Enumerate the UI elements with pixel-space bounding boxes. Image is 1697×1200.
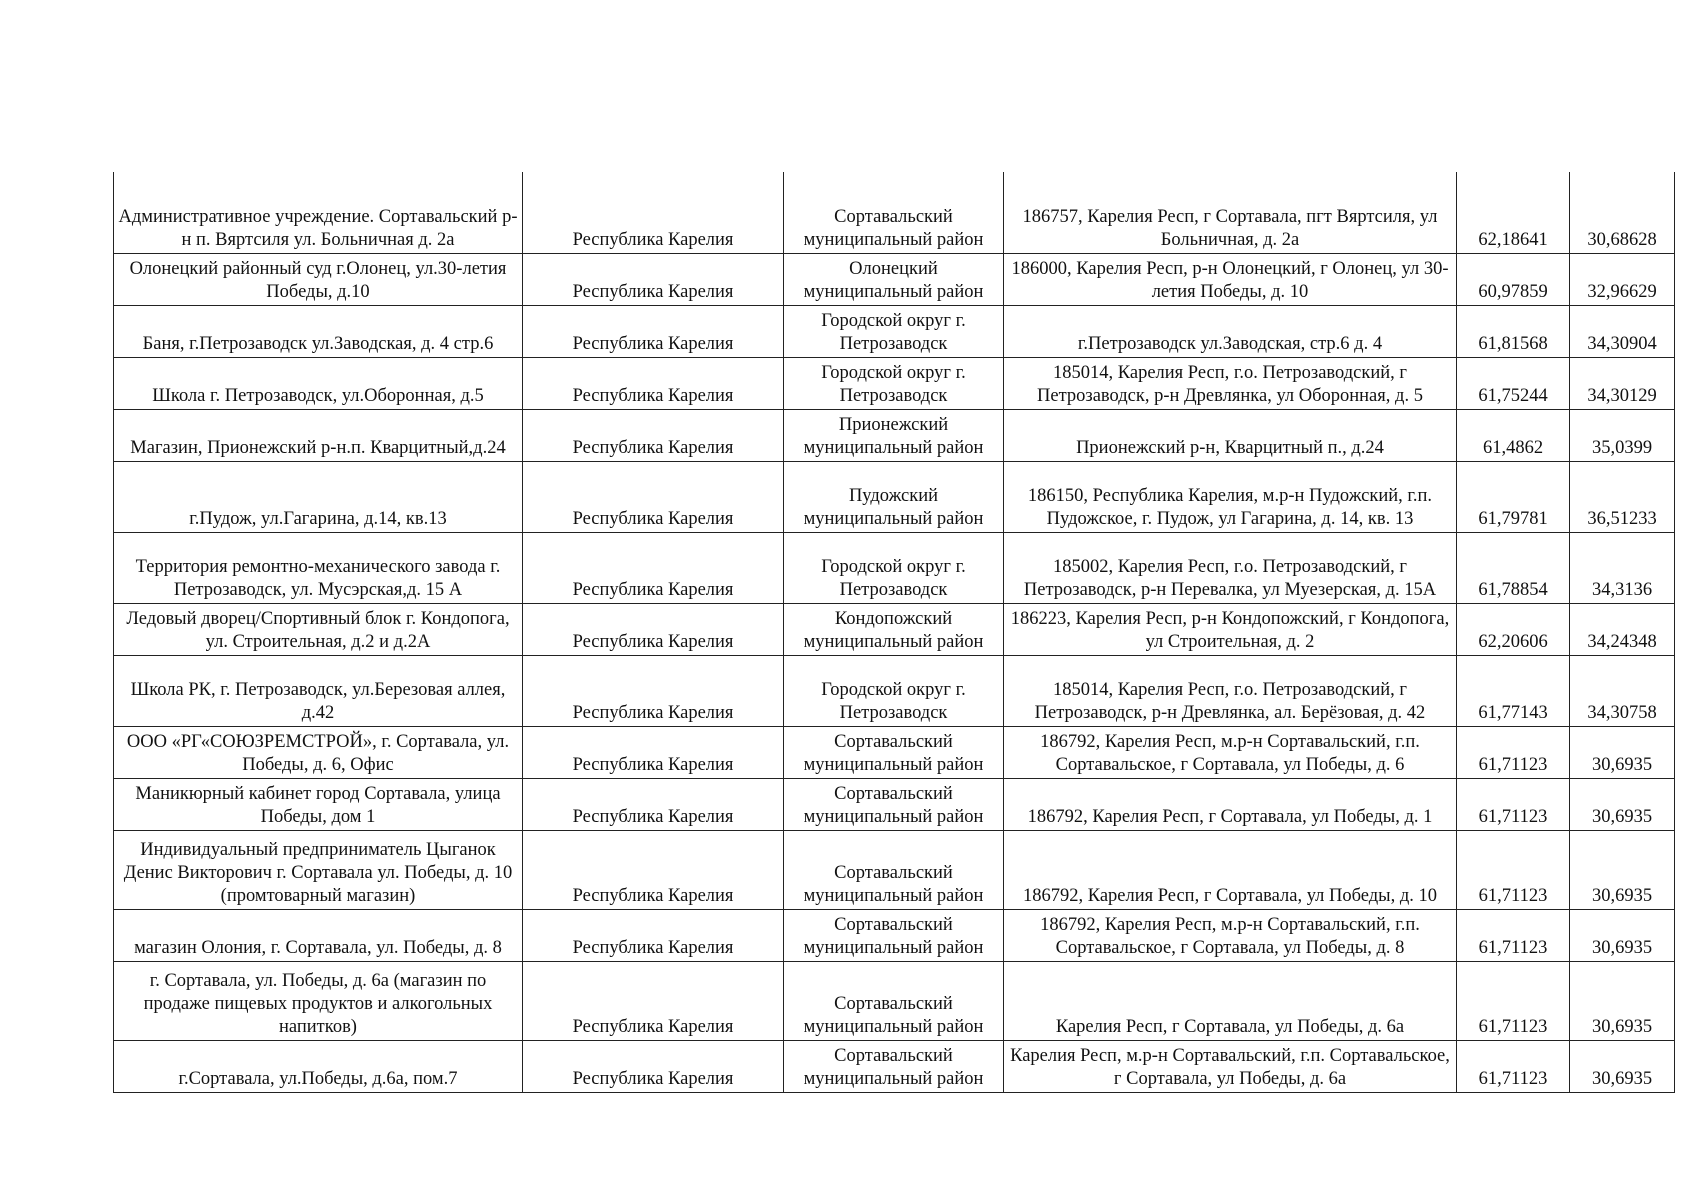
latitude-cell: 62,18641 <box>1457 172 1570 253</box>
municipality-cell: Олонецкий муниципальный район <box>784 253 1004 305</box>
municipality-cell: Городской округ г. Петрозаводск <box>784 357 1004 409</box>
records-table-body <box>114 172 1675 1092</box>
object-name-cell: Магазин, Прионежский р-н.п. Кварцитный,д.24 <box>114 409 523 461</box>
region-cell: Республика Карелия <box>523 830 784 909</box>
table-row <box>114 961 1675 1040</box>
address-cell: 186223, Карелия Респ, р-н Кондопожский, г Кондопога, ул Строительная, д. 2 <box>1004 603 1457 655</box>
address-cell: Карелия Респ, г Сортавала, ул Победы, д. 6а <box>1004 961 1457 1040</box>
address-cell: 186757, Карелия Респ, г Сортавала, пгт Вяртсиля, ул Больничная, д. 2а <box>1004 172 1457 253</box>
region-cell: Республика Карелия <box>523 253 784 305</box>
municipality-cell: Городской округ г. Петрозаводск <box>784 532 1004 603</box>
object-name-cell: Школа РК, г. Петрозаводск, ул.Березовая аллея, д.42 <box>114 655 523 726</box>
object-name-cell: г.Пудож, ул.Гагарина, д.14, кв.13 <box>114 461 523 532</box>
latitude-cell: 61,71123 <box>1457 961 1570 1040</box>
longitude-cell: 30,68628 <box>1570 172 1675 253</box>
latitude-cell: 61,79781 <box>1457 461 1570 532</box>
municipality-cell: Сортавальский муниципальный район <box>784 778 1004 830</box>
address-cell: 186792, Карелия Респ, м.р-н Сортавальский, г.п. Сортавальское, г Сортавала, ул Победы, д. 6 <box>1004 726 1457 778</box>
longitude-cell: 30,6935 <box>1570 1040 1675 1092</box>
longitude-cell: 34,3136 <box>1570 532 1675 603</box>
longitude-cell: 30,6935 <box>1570 830 1675 909</box>
latitude-cell: 61,71123 <box>1457 1040 1570 1092</box>
table-row <box>114 532 1675 603</box>
latitude-cell: 61,4862 <box>1457 409 1570 461</box>
object-name-cell: магазин Олония, г. Сортавала, ул. Победы, д. 8 <box>114 909 523 961</box>
object-name-cell: Административное учреждение. Сортавальский р-н п. Вяртсиля ул. Больничная д. 2а <box>114 172 523 253</box>
latitude-cell: 61,71123 <box>1457 726 1570 778</box>
table-row <box>114 830 1675 909</box>
table-row <box>114 726 1675 778</box>
address-cell: Карелия Респ, м.р-н Сортавальский, г.п. Сортавальское, г Сортавала, ул Победы, д. 6а <box>1004 1040 1457 1092</box>
region-cell: Республика Карелия <box>523 1040 784 1092</box>
municipality-cell: Сортавальский муниципальный район <box>784 909 1004 961</box>
table-row <box>114 409 1675 461</box>
region-cell: Республика Карелия <box>523 461 784 532</box>
object-name-cell: ООО «РГ«СОЮЗРЕМСТРОЙ», г. Сортавала, ул. Победы, д. 6, Офис <box>114 726 523 778</box>
municipality-cell: Сортавальский муниципальный район <box>784 1040 1004 1092</box>
latitude-cell: 61,75244 <box>1457 357 1570 409</box>
region-cell: Республика Карелия <box>523 726 784 778</box>
table-row <box>114 357 1675 409</box>
table-row <box>114 909 1675 961</box>
address-cell: 186792, Карелия Респ, г Сортавала, ул Победы, д. 1 <box>1004 778 1457 830</box>
longitude-cell: 34,24348 <box>1570 603 1675 655</box>
longitude-cell: 30,6935 <box>1570 726 1675 778</box>
region-cell: Республика Карелия <box>523 357 784 409</box>
municipality-cell: Сортавальский муниципальный район <box>784 726 1004 778</box>
object-name-cell: Маникюрный кабинет город Сортавала, улица Победы, дом 1 <box>114 778 523 830</box>
table-row <box>114 253 1675 305</box>
longitude-cell: 30,6935 <box>1570 778 1675 830</box>
longitude-cell: 34,30129 <box>1570 357 1675 409</box>
latitude-cell: 62,20606 <box>1457 603 1570 655</box>
latitude-cell: 61,71123 <box>1457 830 1570 909</box>
address-cell: 186792, Карелия Респ, г Сортавала, ул Победы, д. 10 <box>1004 830 1457 909</box>
region-cell: Республика Карелия <box>523 961 784 1040</box>
table-row <box>114 461 1675 532</box>
address-cell: 186000, Карелия Респ, р-н Олонецкий, г Олонец, ул 30-летия Победы, д. 10 <box>1004 253 1457 305</box>
address-cell: 185002, Карелия Респ, г.о. Петрозаводский, г Петрозаводск, р-н Перевалка, ул Муезерская, д. 15А <box>1004 532 1457 603</box>
records-table <box>113 172 1675 1093</box>
municipality-cell: Пудожский муниципальный район <box>784 461 1004 532</box>
municipality-cell: Сортавальский муниципальный район <box>784 961 1004 1040</box>
object-name-cell: г.Сортавала, ул.Победы, д.6а, пом.7 <box>114 1040 523 1092</box>
table-row <box>114 603 1675 655</box>
address-cell: Прионежский р-н, Кварцитный п., д.24 <box>1004 409 1457 461</box>
region-cell: Республика Карелия <box>523 655 784 726</box>
object-name-cell: г. Сортавала, ул. Победы, д. 6а (магазин по продаже пищевых продуктов и алкогольных напитков) <box>114 961 523 1040</box>
object-name-cell: Школа г. Петрозаводск, ул.Оборонная, д.5 <box>114 357 523 409</box>
longitude-cell: 36,51233 <box>1570 461 1675 532</box>
longitude-cell: 35,0399 <box>1570 409 1675 461</box>
latitude-cell: 61,77143 <box>1457 655 1570 726</box>
object-name-cell: Индивидуальный предприниматель Цыганок Денис Викторович г. Сортавала ул. Победы, д. 10 (промтоварный магазин) <box>114 830 523 909</box>
region-cell: Республика Карелия <box>523 778 784 830</box>
object-name-cell: Территория ремонтно-механического завода г. Петрозаводск, ул. Мусэрская,д. 15 А <box>114 532 523 603</box>
region-cell: Республика Карелия <box>523 409 784 461</box>
table-row <box>114 305 1675 357</box>
latitude-cell: 61,71123 <box>1457 778 1570 830</box>
latitude-cell: 60,97859 <box>1457 253 1570 305</box>
table-row <box>114 778 1675 830</box>
region-cell: Республика Карелия <box>523 172 784 253</box>
address-cell: 186150, Республика Карелия, м.р-н Пудожский, г.п. Пудожское, г. Пудож, ул Гагарина, д. 14, кв. 13 <box>1004 461 1457 532</box>
region-cell: Республика Карелия <box>523 305 784 357</box>
municipality-cell: Прионежский муниципальный район <box>784 409 1004 461</box>
object-name-cell: Ледовый дворец/Спортивный блок г. Кондопога, ул. Строительная, д.2 и д.2А <box>114 603 523 655</box>
longitude-cell: 34,30904 <box>1570 305 1675 357</box>
region-cell: Республика Карелия <box>523 909 784 961</box>
region-cell: Республика Карелия <box>523 603 784 655</box>
address-cell: 186792, Карелия Респ, м.р-н Сортавальский, г.п. Сортавальское, г Сортавала, ул Победы, д. 8 <box>1004 909 1457 961</box>
region-cell: Республика Карелия <box>523 532 784 603</box>
object-name-cell: Олонецкий районный суд г.Олонец, ул.30-летия Победы, д.10 <box>114 253 523 305</box>
longitude-cell: 30,6935 <box>1570 961 1675 1040</box>
address-cell: 185014, Карелия Респ, г.о. Петрозаводский, г Петрозаводск, р-н Древлянка, ал. Берёзовая, д. 42 <box>1004 655 1457 726</box>
table-row <box>114 655 1675 726</box>
municipality-cell: Городской округ г. Петрозаводск <box>784 655 1004 726</box>
longitude-cell: 34,30758 <box>1570 655 1675 726</box>
longitude-cell: 30,6935 <box>1570 909 1675 961</box>
latitude-cell: 61,71123 <box>1457 909 1570 961</box>
municipality-cell: Сортавальский муниципальный район <box>784 172 1004 253</box>
latitude-cell: 61,81568 <box>1457 305 1570 357</box>
address-cell: 185014, Карелия Респ, г.о. Петрозаводский, г Петрозаводск, р-н Древлянка, ул Оборонная, д. 5 <box>1004 357 1457 409</box>
table-row <box>114 1040 1675 1092</box>
table-row <box>114 172 1675 253</box>
municipality-cell: Городской округ г. Петрозаводск <box>784 305 1004 357</box>
longitude-cell: 32,96629 <box>1570 253 1675 305</box>
municipality-cell: Кондопожский муниципальный район <box>784 603 1004 655</box>
municipality-cell: Сортавальский муниципальный район <box>784 830 1004 909</box>
address-cell: г.Петрозаводск ул.Заводская, стр.6 д. 4 <box>1004 305 1457 357</box>
latitude-cell: 61,78854 <box>1457 532 1570 603</box>
object-name-cell: Баня, г.Петрозаводск ул.Заводская, д. 4 стр.6 <box>114 305 523 357</box>
